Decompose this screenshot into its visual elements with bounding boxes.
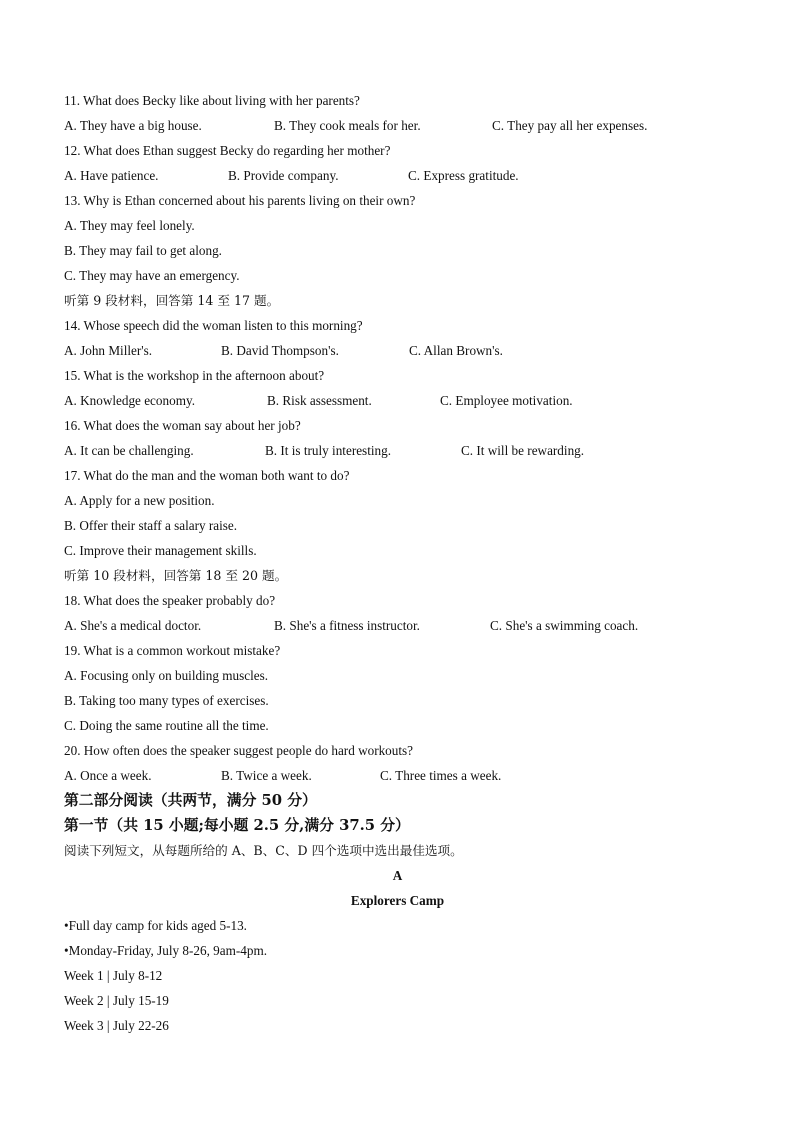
question-14-stem: 14. Whose speech did the woman listen to this morning? [64,318,363,333]
week-item: Week 3 | July 22-26 [64,1018,169,1033]
section-9-instruction: 听第 9 段材料，回答第 14 至 17 题。 [64,293,280,308]
question-17-stem: 17. What do the man and the woman both want to do? [64,468,350,483]
option-b: B. They may fail to get along. [64,243,222,258]
bullet-item: •Monday-Friday, July 8-26, 9am-4pm. [64,943,268,958]
option-c: C. Employee motivation. [440,393,573,408]
question-18-options [64,613,744,638]
question-20-stem: 20. How often does the speaker suggest people do hard workouts? [64,743,414,758]
option-c: C. Express gratitude. [408,168,519,183]
option-b: B. They cook meals for her. [274,118,421,133]
option-c: C. They pay all her expenses. [492,118,648,133]
option-a: A. They may feel lonely. [64,218,195,233]
option-c: C. They may have an emergency. [64,268,240,283]
option-c: C. It will be rewarding. [461,443,585,458]
question-19-stem: 19. What is a common workout mistake? [64,643,281,658]
option-b: B. David Thompson's. [221,343,339,358]
option-c: C. Doing the same routine all the time. [64,718,269,733]
option-c: C. Improve their management skills. [64,543,257,558]
question-16-stem: 16. What does the woman say about her job? [64,418,301,433]
week-item: Week 2 | July 15-19 [64,993,169,1008]
option-b: B. Provide company. [228,168,339,183]
option-b: B. Taking too many types of exercises. [64,693,269,708]
option-a: A. She's a medical doctor. [64,618,202,633]
part-2-heading: 第二部分阅读（共两节，满分 50 分） [64,792,317,809]
bullet-item: •Full day camp for kids aged 5-13. [64,918,247,933]
question-16-options [64,438,744,463]
question-13-stem: 13. Why is Ethan concerned about his parents living on their own? [64,193,416,208]
question-18-stem: 18. What does the speaker probably do? [64,593,276,608]
option-a: A. Focusing only on building muscles. [64,668,269,683]
reading-instructions: 阅读下列短文，从每题所给的 A、B、C、D 四个选项中选出最佳选项。 [64,843,463,858]
option-c: C. She's a swimming coach. [490,618,639,633]
question-14-options [64,338,744,363]
question-15-options [64,388,744,413]
exam-page [64,88,744,1038]
option-a: A. Once a week. [64,768,152,783]
week-item: Week 1 | July 8-12 [64,968,163,983]
question-11-options [64,113,744,138]
passage-letter: A [392,868,403,883]
option-b: B. Twice a week. [221,768,312,783]
question-15-stem: 15. What is the workshop in the afternoon about? [64,368,325,383]
option-b: B. Risk assessment. [267,393,372,408]
option-c: C. Three times a week. [380,768,502,783]
option-b: B. It is truly interesting. [265,443,392,458]
option-a: A. Apply for a new position. [64,493,215,508]
option-a: A. They have a big house. [64,118,202,133]
option-c: C. Allan Brown's. [409,343,503,358]
question-12-options [64,163,744,188]
option-a: A. It can be challenging. [64,443,194,458]
option-a: A. Knowledge economy. [64,393,195,408]
option-b: B. She's a fitness instructor. [274,618,420,633]
option-b: B. Offer their staff a salary raise. [64,518,238,533]
option-a: A. John Miller's. [64,343,153,358]
question-11-stem: 11. What does Becky like about living with her parents? [64,93,360,108]
section-10-instruction: 听第 10 段材料，回答第 18 至 20 题。 [64,568,288,583]
section-1-heading: 第一节（共 15 小题;每小题 2.5 分,满分 37.5 分） [64,817,410,834]
question-20-options [64,763,744,788]
option-a: A. Have patience. [64,168,159,183]
question-12-stem: 12. What does Ethan suggest Becky do regarding her mother? [64,143,391,158]
passage-title: Explorers Camp [350,893,445,908]
